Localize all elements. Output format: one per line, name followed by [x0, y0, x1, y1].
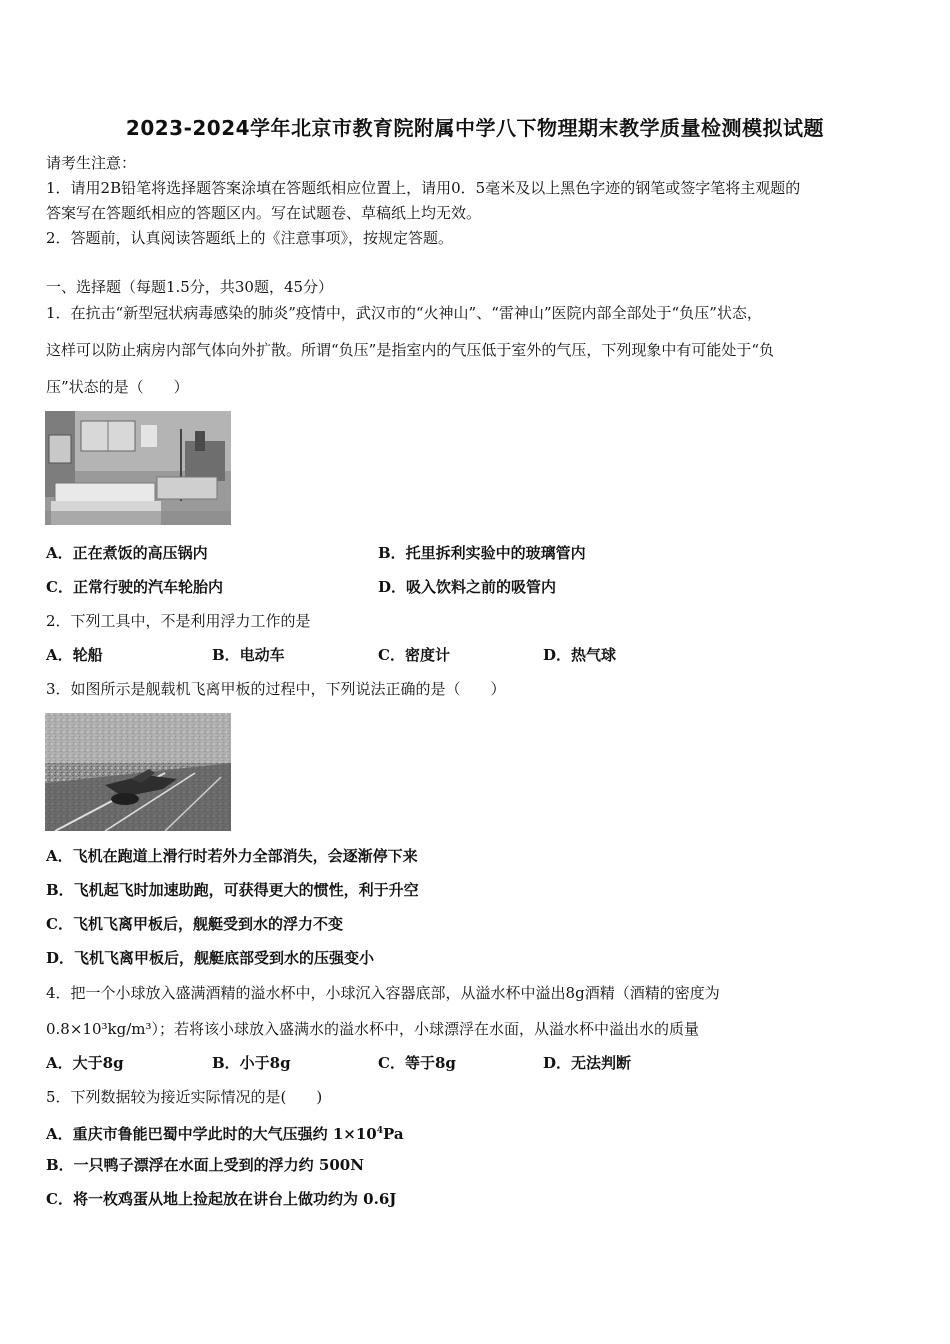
notice-item-1-line-1: 1．请用2B铅笔将选择题答案涂填在答题纸相应位置上，请用0．5毫米及以上黑色字迹的钢笔或签字笔将主观题的	[46, 179, 801, 197]
q1-option-c: C．正常行驶的汽车轮胎内	[46, 578, 223, 596]
q4-option-a: A．大于8g	[46, 1054, 124, 1072]
q3-stem: 3．如图所示是舰载机飞离甲板的过程中，下列说法正确的是（ ）	[46, 680, 506, 698]
q4-option-d: D．无法判断	[543, 1054, 632, 1072]
q2-stem: 2．下列工具中，不是利用浮力工作的是	[46, 612, 311, 630]
q5-stem: 5．下列数据较为接近实际情况的是( )	[46, 1088, 323, 1106]
q2-option-a: A．轮船	[46, 646, 103, 664]
q1-option-d: D．吸入饮料之前的吸管内	[378, 578, 557, 596]
carrier-aircraft-photo	[45, 713, 231, 831]
q5-option-c: C．将一枚鸡蛋从地上捡起放在讲台上做功约为 0.6J	[46, 1190, 397, 1208]
section-heading: 一、选择题（每题1.5分，共30题，45分）	[46, 278, 334, 296]
q1-option-a: A．正在煮饭的高压锅内	[46, 544, 208, 562]
q3-option-c: C．飞机飞离甲板后，舰艇受到水的浮力不变	[46, 915, 343, 933]
q1-stem-line-2: 这样可以防止病房内部气体向外扩散。所谓“负压”是指室内的气压低于室外的气压，下列现象中有可能处于“负	[46, 341, 775, 359]
notice-item-1-line-2: 答案写在答题纸相应的答题区内。写在试题卷、草稿纸上均无效。	[46, 204, 482, 222]
q4-option-b: B．小于8g	[212, 1054, 291, 1072]
q5-option-a-text: A．重庆市鲁能巴蜀中学此时的大气压强约 1×10	[46, 1125, 377, 1143]
q4-option-c: C．等于8g	[378, 1054, 456, 1072]
page-title: 2023-2024学年北京市教育院附属中学八下物理期末教学质量检测模拟试题	[125, 116, 825, 140]
notice-heading: 请考生注意：	[46, 154, 137, 172]
q5-option-a	[46, 1121, 404, 1144]
q1-stem-line-1: 1．在抗击“新型冠状病毒感染的肺炎”疫情中，武汉市的“火神山”、“雷神山”医院内部全部处于“负压”状态，	[46, 304, 762, 322]
q3-option-a: A．飞机在跑道上滑行时若外力全部消失，会逐渐停下来	[46, 847, 418, 865]
q4-stem-line-2: 0.8×10³kg/m³）；若将该小球放入盛满水的溢水杯中，小球漂浮在水面，从溢水杯中溢出水的质量	[46, 1020, 700, 1038]
hospital-ward-photo	[45, 411, 231, 525]
q2-option-b: B．电动车	[212, 646, 285, 664]
q1-option-b: B．托里拆利实验中的玻璃管内	[378, 544, 586, 562]
q4-stem-line-1: 4．把一个小球放入盛满酒精的溢水杯中，小球沉入容器底部，从溢水杯中溢出8g酒精（酒精的密度为	[46, 984, 720, 1002]
q1-stem-line-3: 压”状态的是（ ）	[46, 378, 189, 396]
q2-option-d: D．热气球	[543, 646, 617, 664]
q3-option-b: B．飞机起飞时加速助跑，可获得更大的惯性，利于升空	[46, 881, 419, 899]
q3-option-d: D．飞机飞离甲板后，舰艇底部受到水的压强变小	[46, 949, 375, 967]
q5-option-a-exponent: 4	[376, 1126, 384, 1136]
q5-option-b: B．一只鸭子漂浮在水面上受到的浮力约 500N	[46, 1156, 364, 1174]
q2-option-c: C．密度计	[378, 646, 450, 664]
q5-option-a-unit: Pa	[383, 1125, 404, 1143]
notice-item-2: 2．答题前，认真阅读答题纸上的《注意事项》，按规定答题。	[46, 229, 454, 247]
